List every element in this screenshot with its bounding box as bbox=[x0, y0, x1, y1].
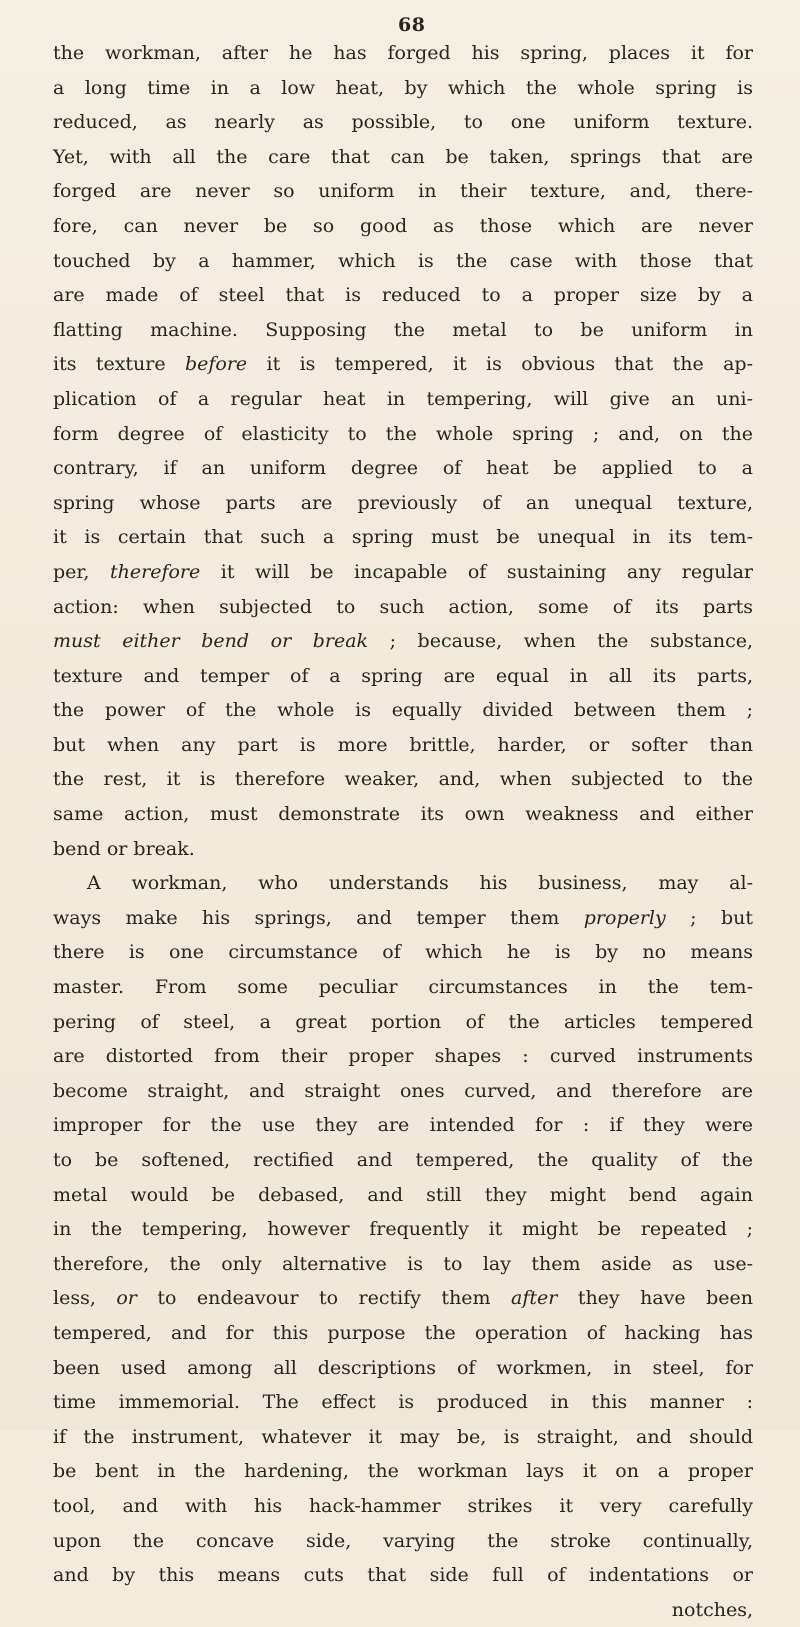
text-segment: plication of a regular heat in tempering, will give an uni- bbox=[53, 387, 753, 410]
text-segment: become straight, and straight ones curved, and therefore are bbox=[53, 1079, 753, 1102]
text-segment: the workman, after he has forged his spring, places it for bbox=[53, 42, 753, 64]
text-line bbox=[53, 1524, 753, 1559]
text-segment: the rest, it is therefore weaker, and, when subjected to the bbox=[53, 768, 753, 791]
text-line bbox=[53, 624, 753, 659]
text-line bbox=[53, 278, 753, 313]
text-line bbox=[53, 382, 753, 417]
text-line bbox=[53, 1351, 753, 1386]
text-line bbox=[53, 1212, 753, 1247]
text-segment: flatting machine. Supposing the metal to be uniform in bbox=[53, 318, 753, 341]
italic-text: therefore bbox=[110, 560, 201, 583]
text-segment: it is tempered, it is obvious that the ap- bbox=[247, 353, 753, 376]
text-line bbox=[53, 1005, 753, 1040]
text-segment: improper for the use they are intended for : if they were bbox=[53, 1114, 753, 1137]
text-line bbox=[53, 1558, 753, 1593]
italic-text: before bbox=[184, 353, 248, 376]
text-line bbox=[53, 417, 753, 452]
text-line bbox=[53, 935, 753, 970]
text-line bbox=[53, 1454, 753, 1489]
text-segment: upon the concave side, varying the stroke continually, bbox=[53, 1529, 753, 1552]
text-segment: time immemorial. The effect is produced in this manner : bbox=[53, 1391, 753, 1414]
text-segment: if the instrument, whatever it may be, is straight, and should bbox=[53, 1425, 753, 1448]
text-segment: be bent in the hardening, the workman lays it on a proper bbox=[53, 1460, 753, 1483]
text-segment: same action, must demonstrate its own weakness and either bbox=[53, 803, 753, 826]
text-segment: but when any part is more brittle, harder, or softer than bbox=[53, 733, 753, 756]
text-segment: tool, and with his hack-hammer strikes it very carefully bbox=[53, 1494, 753, 1517]
text-line bbox=[53, 36, 753, 71]
text-segment: are made of steel that is reduced to a proper size by a bbox=[53, 284, 753, 307]
text-segment: fore, can never be so good as those which are never bbox=[53, 214, 753, 237]
text-line bbox=[53, 520, 753, 555]
text-segment: reduced, as nearly as possible, to one uniform texture. bbox=[53, 111, 753, 134]
text-line bbox=[53, 1039, 753, 1074]
text-line bbox=[53, 1108, 753, 1143]
text-segment: ; because, when the substance, bbox=[368, 630, 753, 653]
text-line bbox=[53, 693, 753, 728]
text-line bbox=[53, 1316, 753, 1351]
text-line bbox=[53, 762, 753, 797]
text-line bbox=[53, 1247, 753, 1282]
text-segment: metal would be debased, and still they might bend again bbox=[53, 1183, 753, 1206]
text-line bbox=[53, 174, 753, 209]
text-segment: and by this means cuts that side full of indentations or bbox=[53, 1564, 753, 1587]
text-segment: therefore, the only alternative is to lay them aside as use- bbox=[53, 1252, 753, 1275]
text-line bbox=[53, 970, 753, 1005]
text-segment: a long time in a low heat, by which the whole spring is bbox=[53, 76, 753, 99]
italic-text: or bbox=[116, 1287, 137, 1310]
text-line bbox=[53, 1385, 753, 1420]
body-text bbox=[53, 36, 753, 1627]
text-line bbox=[53, 347, 753, 382]
text-line bbox=[53, 728, 753, 763]
text-segment: its texture bbox=[53, 353, 185, 376]
text-segment: A workman, who understands his business, may al- bbox=[87, 872, 753, 895]
text-segment: tempered, and for this purpose the operation of hacking has bbox=[53, 1321, 753, 1344]
text-segment: per, bbox=[53, 560, 110, 583]
text-line bbox=[53, 244, 753, 279]
italic-text: properly bbox=[583, 906, 666, 929]
text-segment: texture and temper of a spring are equal in all its parts, bbox=[53, 664, 753, 687]
text-segment: to be softened, rectified and tempered, the quality of the bbox=[53, 1149, 753, 1171]
text-line bbox=[53, 659, 753, 694]
text-line bbox=[53, 1420, 753, 1455]
text-segment: been used among all descriptions of workmen, in steel, for bbox=[53, 1356, 753, 1379]
text-segment: to endeavour to rectify them bbox=[136, 1287, 512, 1310]
italic-text: after bbox=[511, 1287, 558, 1310]
italic-text: must either bend or break bbox=[53, 630, 369, 653]
text-segment: notches, bbox=[671, 1598, 753, 1621]
text-segment: form degree of elasticity to the whole spring ; and, on the bbox=[53, 422, 753, 445]
text-segment: Yet, with all the care that can be taken, springs that are bbox=[53, 145, 753, 168]
text-line bbox=[53, 1074, 753, 1109]
text-segment: it is certain that such a spring must be unequal in its tem- bbox=[53, 526, 753, 549]
text-line bbox=[53, 1178, 753, 1213]
text-line bbox=[53, 866, 753, 901]
text-segment: there is one circumstance of which he is by no means bbox=[53, 941, 753, 964]
text-line bbox=[53, 486, 753, 521]
page-number: 68 bbox=[398, 14, 426, 36]
text-segment: less, bbox=[53, 1287, 117, 1310]
text-line bbox=[53, 140, 753, 175]
text-line bbox=[53, 590, 753, 625]
text-segment: pering of steel, a great portion of the articles tempered bbox=[53, 1010, 753, 1033]
text-segment: ways make his springs, and temper them bbox=[53, 906, 584, 929]
text-line bbox=[53, 105, 753, 140]
text-segment: ; but bbox=[665, 906, 754, 929]
text-line bbox=[53, 209, 753, 244]
text-segment: it will be incapable of sustaining any regular bbox=[200, 560, 753, 583]
text-segment: touched by a hammer, which is the case with those that bbox=[53, 249, 753, 272]
text-segment: in the tempering, however frequently it might be repeated ; bbox=[53, 1218, 753, 1241]
text-segment: master. From some peculiar circumstances in the tem- bbox=[53, 976, 753, 999]
text-line bbox=[53, 1143, 753, 1178]
text-segment: bend or break. bbox=[53, 837, 195, 860]
text-segment: action: when subjected to such action, some of its parts bbox=[53, 595, 753, 618]
text-segment: the power of the whole is equally divided between them ; bbox=[53, 699, 753, 722]
text-line bbox=[53, 832, 753, 867]
text-segment: contrary, if an uniform degree of heat be applied to a bbox=[53, 457, 753, 480]
text-segment: are distorted from their proper shapes : curved instruments bbox=[53, 1045, 753, 1068]
text-segment: forged are never so uniform in their texture, and, there- bbox=[53, 180, 753, 203]
text-line bbox=[53, 1281, 753, 1316]
text-segment: they have been bbox=[557, 1287, 754, 1310]
text-line bbox=[53, 901, 753, 936]
text-line bbox=[53, 1593, 753, 1627]
text-line bbox=[53, 451, 753, 486]
text-line bbox=[53, 71, 753, 106]
text-line bbox=[53, 1489, 753, 1524]
text-line bbox=[53, 313, 753, 348]
text-segment: spring whose parts are previously of an unequal texture, bbox=[53, 491, 753, 514]
text-line bbox=[53, 797, 753, 832]
text-line bbox=[53, 555, 753, 590]
